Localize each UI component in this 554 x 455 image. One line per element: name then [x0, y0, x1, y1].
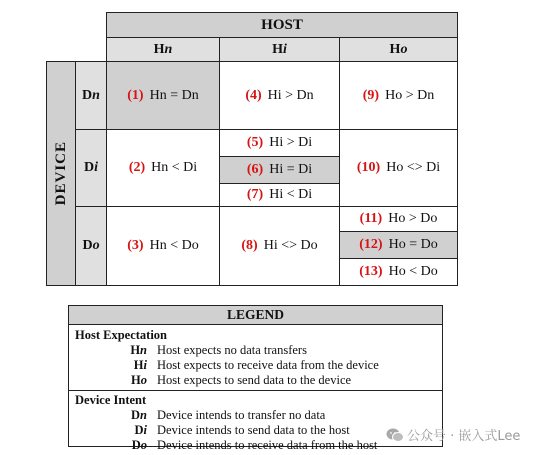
device-row-di: D i	[75, 129, 107, 207]
watermark: 公众号 · 嵌入式Lee	[386, 425, 520, 444]
legend-device-section	[69, 391, 442, 455]
legend-host-heading: Host Expectation	[75, 328, 168, 342]
cell-4: (4) Hi > Dn	[219, 61, 340, 130]
host-header: HOST	[106, 12, 458, 38]
legend-item-hn: Hn Host expects no data transfers	[130, 343, 307, 357]
cell-2: (2) Hn < Di	[106, 129, 220, 207]
host-col-hn: H n	[106, 37, 220, 62]
legend-title: LEGEND	[69, 306, 442, 325]
cell-3: (3) Hn < Do	[106, 206, 220, 286]
legend-item-dn: Dn Device intends to transfer no data	[131, 408, 326, 422]
cell-11: (11) Ho > Do	[339, 206, 458, 232]
cell-7: (7) Hi < Di	[219, 183, 340, 207]
legend-host-section	[69, 325, 442, 391]
cell-13: (13) Ho < Do	[339, 258, 458, 286]
cell-1: (1) Hn = Dn	[106, 61, 220, 130]
host-col-ho: H o	[339, 37, 458, 62]
cell-9: (9) Ho > Dn	[339, 61, 458, 130]
cell-10: (10) Ho <> Di	[339, 129, 458, 207]
device-header: DEVICE	[46, 61, 76, 286]
host-col-hi: H i	[219, 37, 340, 62]
legend-item-ho: Ho Host expects to send data to the device	[131, 373, 352, 387]
wechat-icon	[386, 427, 404, 443]
legend-device-heading: Device Intent	[75, 393, 147, 407]
cell-6: (6) Hi = Di	[219, 156, 340, 184]
cell-12: (12) Ho = Do	[339, 231, 458, 259]
cell-8: (8) Hi <> Do	[219, 206, 340, 286]
legend-item-do: Do Device intends to receive data from the host	[131, 438, 378, 452]
device-row-do: D o	[75, 206, 107, 286]
device-row-dn: D n	[75, 61, 107, 130]
cell-5: (5) Hi > Di	[219, 129, 340, 157]
legend-item-hi: Hi Host expects to receive data from the device	[133, 358, 379, 372]
legend-item-di: Di Device intends to send data to the host	[134, 423, 350, 437]
